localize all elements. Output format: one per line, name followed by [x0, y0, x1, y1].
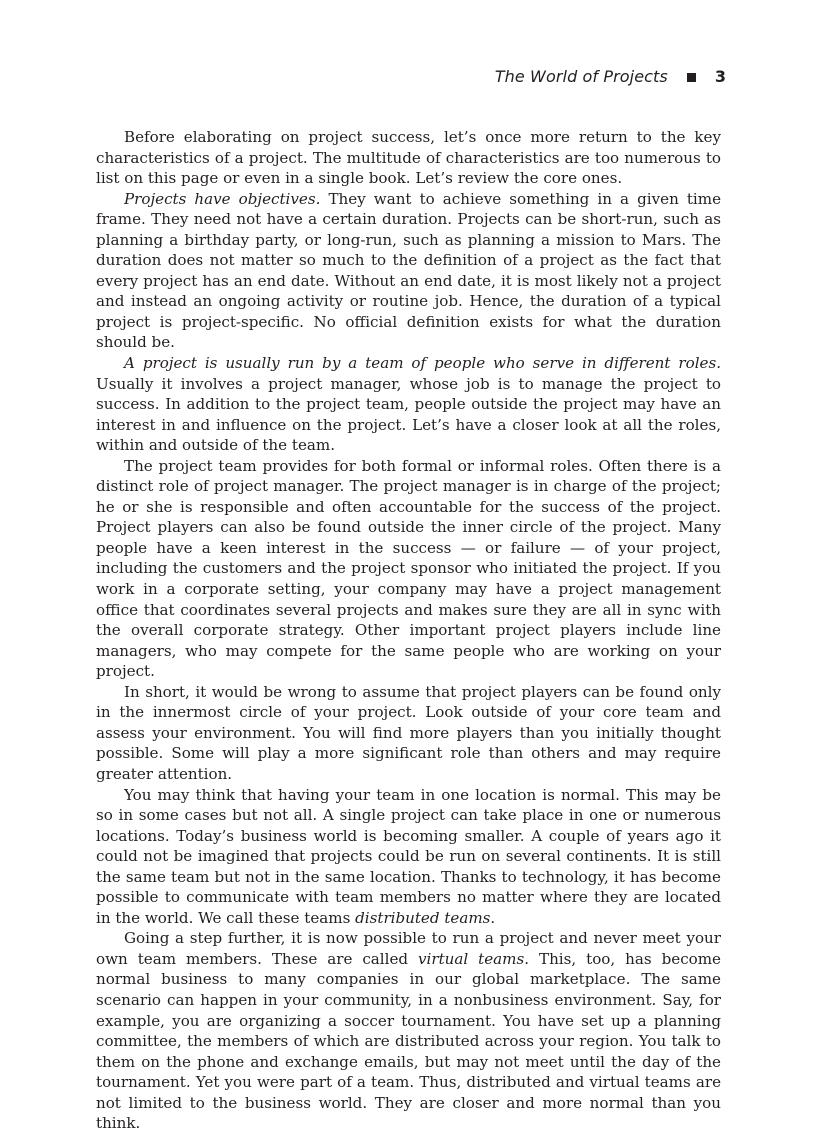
page-header — [96, 66, 726, 88]
paragraph-6-term: distributed teams — [355, 908, 491, 927]
paragraph-6-text: You may think that having your team in one location is normal. This may be so in some cases but not all. A single project can take place in one or numerous locations. Today’s business world is becoming smaller. A couple of years ago it could not be imagined that projects could be run on several continents. It is still the same team but not in the same location. Thanks to technology, it has become possible to communicate with team members no matter where they are located in the world. We call these teams — [96, 785, 721, 927]
paragraph-3 — [96, 353, 721, 456]
paragraph-2 — [96, 189, 721, 353]
paragraph-7-text: Going a step further, it is now possible to run a project and never meet your own team members. These are called — [96, 929, 721, 968]
paragraph-4: The project team provides for both formal or informal roles. Often there is a distinct role of project manager. The project manager is in charge of the project; he or she is responsible and often accountable for the success of the project. Project players can also be found outside the inner circle of the project. Many people have a keen interest in the success — or failure — of your project, including the customers and the project sponsor who initiated the project. If you work in a corporate setting, your company may have a project management office that coordinates several projects and makes sure they are all in sync with the overall corporate strategy. Other important project players include line managers, who may compete for the same people who are working on your project. — [96, 456, 721, 681]
paragraph-6-end: . — [490, 908, 496, 927]
paragraph-5: In short, it would be wrong to assume that project players can be found only in the innermost circle of your project. Look outside of your core team and assess your environment. You will find more players than you initially thought possible. Some will play a more significant role than others and may require greater attention. — [96, 682, 721, 783]
paragraph-1: Before elaborating on project success, let’s once more return to the key characteristics of a project. The multitude of characteristics are too numerous to list on this page or even in a single book. Let’s review the core ones. — [96, 128, 721, 188]
paragraph-3-lead: A project is usually run by a team of people who serve in different roles. — [124, 354, 721, 373]
body-text — [96, 127, 721, 1134]
paragraph-2-lead: Projects have objectives. — [124, 189, 321, 208]
paragraph-2-text: They want to achieve something in a given time frame. They need not have a certain duration. Projects can be short-run, such as planning a birthday party, or long-run, such as planning a mission to Mars. The duration does not matter so much to the definition of a project as the fact that every project has an end date. Without an end date, it is most likely not a project and instead an ongoing activity or routine job. Hence, the duration of a typical project is project-specific. No official definition exists for what the duration should be. — [96, 189, 722, 352]
paragraph-7 — [96, 928, 721, 1133]
running-title: The World of Projects — [494, 67, 668, 86]
page-number: 3 — [714, 67, 726, 86]
paragraph-7-term: virtual teams — [418, 949, 525, 968]
paragraph-3-text: Usually it involves a project manager, whose job is to manage the project to success. In addition to the project team, people outside the project may have an interest in and influence on the project. Let’s have a closer look at all the roles, within and outside of the team. — [96, 374, 721, 455]
paragraph-7-rest: . This, too, has become normal business to many companies in our global marketplace. The same scenario can happen in your community, in a nonbusiness environment. Say, for example, you are organizing a soccer tournament. You have set up a planning committee, the members of which are distributed across your region. You talk to them on the phone and exchange emails, but may not meet until the day of the tournament. Yet you were part of a team. Thus, distributed and virtual teams are not limited to the business world. They are closer and more normal than you think. — [96, 949, 721, 1133]
paragraph-6 — [96, 785, 721, 929]
header-square-ornament — [687, 73, 696, 82]
